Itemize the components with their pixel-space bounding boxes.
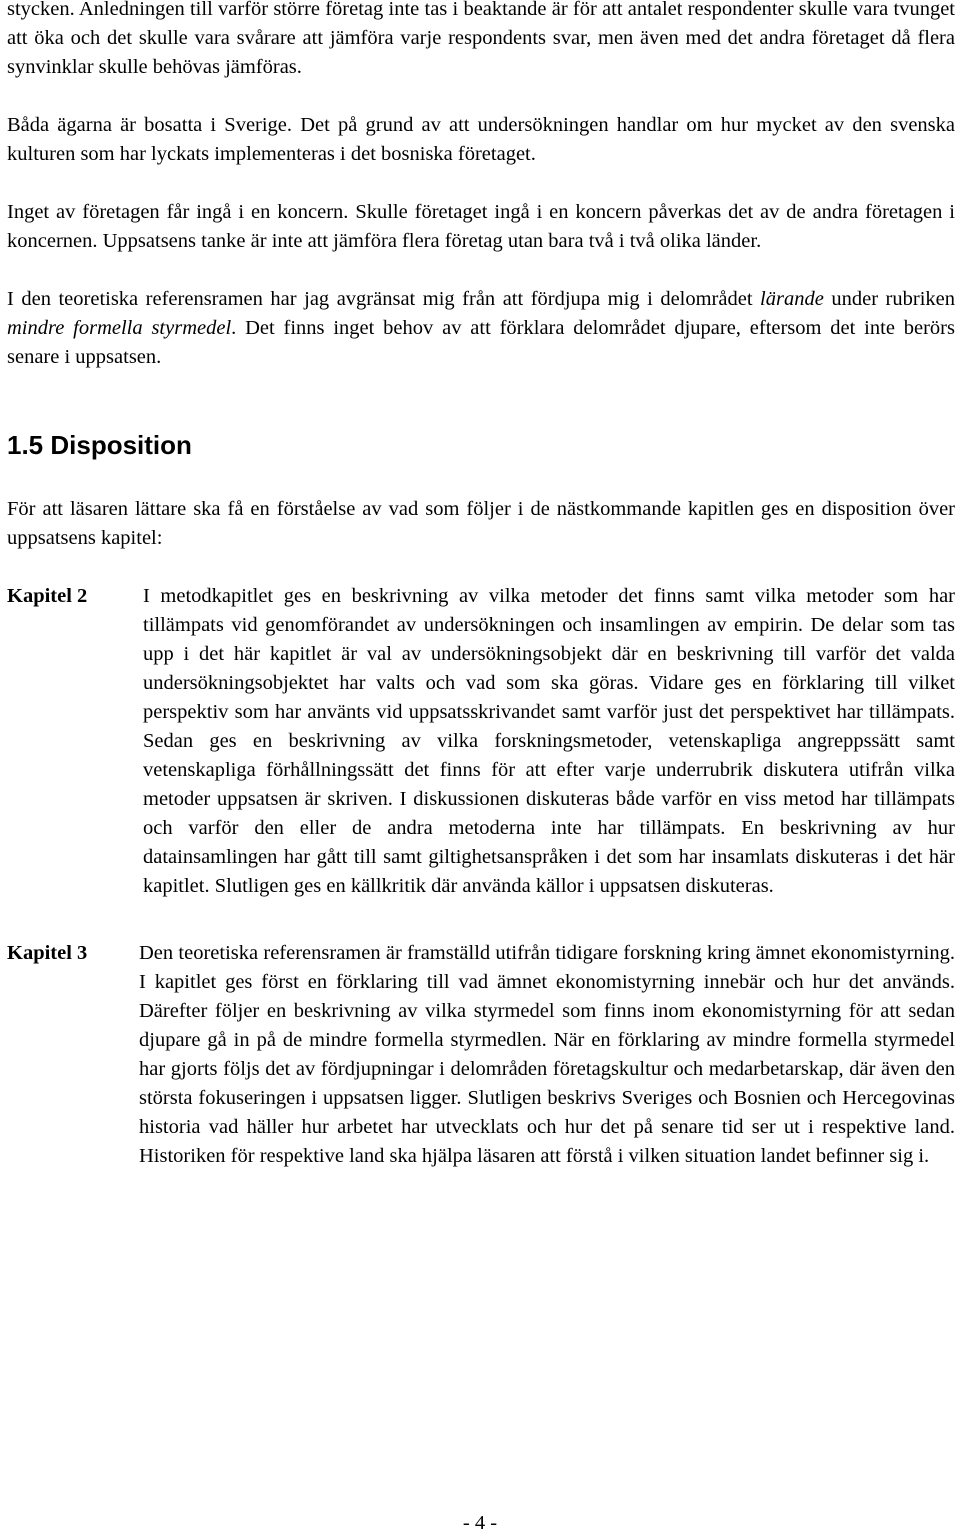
chapter-label: Kapitel 3 [7,942,88,964]
delimitation-text-2: under rubriken [823,288,955,310]
page-number: - 4 - [462,1512,498,1534]
section-heading-disposition: 1.5 Disposition [7,430,192,460]
chapter-label: Kapitel 2 [7,585,88,607]
delimitation-text-1: I den teoretiska referensramen har jag avgränsat mig från att fördjupa mig i delområdet [7,288,761,310]
chapter-description: Den teoretiska referensramen är framställd utifrån tidigare forskning kring ämnet ekonomistyrning. I kapitlet ges först en förklaring till vad ämnet ekonomistyrning innebär och hur det används. Därefter följer en beskrivning av vilka styrmedel som finns inom ekonomistyrning för att sedan djupare gå in på de mindre formella styrmedlen. När en förklaring av mindre formella styrmedel har gjorts följs det av fördjupningar i delområden företagskultur och medarbetarskap, där även den största fokuseringen i uppsatsen ligger. Slutligen beskrivs Sveriges och Bosnien och Hercegovinas historia vad häller hur arbetet har utvecklats och hur det på senare tid ser ut i respektive land. Historiken för respektive land ska hjälpa läsaren att förstå i vilken situation landet befinner sig i. [139,942,955,1167]
chapter-description: I metodkapitlet ges en beskrivning av vilka metoder det finns samt vilka metoder som har tillämpats vid genomförandet av undersökningen och insamlingen av empirin. De delar som tas upp i det här kapitlet är val av undersökningsobjekt där en beskrivning till varför det valda undersökningsobjektet har valts och vad som ska göras. Vidare ges en förklaring till vilket perspektiv som har använts vid uppsatsskrivandet samt varför just det perspektivet har tillämpats. Sedan ges en beskrivning av vilka forskningsmetoder, vetenskapliga angreppssätt samt vetenskapliga förhållningssätt det finns för att efter varje underrubrik diskutera utifrån vilka metoder uppsatsen är skriven. I diskussionen diskuteras både varför en viss metod har tillämpats och varför den eller de andra metoderna inte har tillämpats. En beskrivning av hur datainsamlingen har gått till samt giltighetsanspråken i det som har insamlats diskuteras i det här kapitlet. Slutligen ges en källkritik där använda källor i uppsatsen diskuteras. [143,585,955,897]
paragraph-owners-sweden: Båda ägarna är bosatta i Sverige. Det på grund av att undersökningen handlar om hur mycket av den svenska kulturen som har lyckats implementeras i det bosniska företaget. [7,114,955,165]
chapter-entry-3 [7,939,955,1171]
delimitation-italic-larande: lärande [760,288,824,310]
delimitation-text-3: . Det finns inget behov av att förklara delområdet djupare, eftersom det inte berörs senare i uppsatsen. [7,317,955,368]
delimitation-italic-styrmedel: mindre formella styrmedel [7,317,232,339]
paragraph-respondents: stycken. Anledningen till varför större företag inte tas i beaktande är för att antalet respondenter skulle vara tvunget att öka och det skulle vara svårare att jämföra varje respondents svar, men även med det andra företaget då flera synvinklar skulle behövas jämföras. [7,0,955,78]
paragraph-no-group: Inget av företagen får ingå i en koncern. Skulle företaget ingå i en koncern påverkas det av de andra företagen i koncernen. Uppsatsens tanke är inte att jämföra flera företag utan bara två i två olika länder. [7,201,955,252]
chapter-entry-2 [7,582,955,901]
disposition-intro: För att läsaren lättare ska få en förståelse av vad som följer i de nästkommande kapitlen ges en disposition över uppsatsens kapitel: [7,498,955,549]
document-page [7,0,955,1171]
paragraph-delimitation [7,285,955,372]
